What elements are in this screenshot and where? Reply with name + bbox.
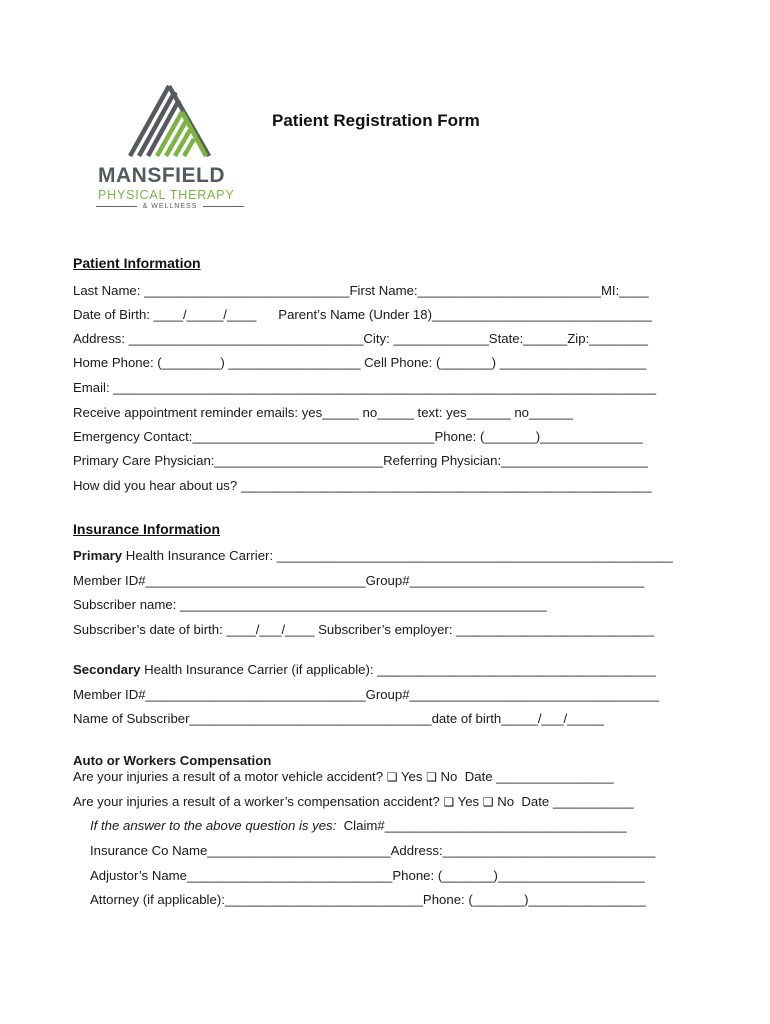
field-line-emergency[interactable]: Emergency Contact:_________________________________Phone: (_______)______________ xyxy=(73,429,643,444)
field-line-primary-carrier[interactable] xyxy=(73,548,673,563)
logo-mark-icon xyxy=(96,84,246,164)
option-motor-no-date[interactable]: No Date ________________ xyxy=(436,769,614,784)
field-line-secondary-subscriber[interactable]: Name of Subscriber_________________________________date of birth_____/___/_____ xyxy=(73,711,604,726)
question-motor-vehicle xyxy=(73,769,614,784)
section-patient-heading: Patient Information xyxy=(73,255,201,271)
field-line-adjustor[interactable]: Adjustor’s Name____________________________Phone: (_______)____________________ xyxy=(90,868,645,883)
primary-carrier-text: Health Insurance Carrier: ______________________________________________________ xyxy=(122,548,673,563)
field-line-physician[interactable]: Primary Care Physician:_______________________Referring Physician:____________________ xyxy=(73,453,648,468)
logo-rule-right xyxy=(203,206,244,207)
field-line-claim[interactable] xyxy=(90,818,627,833)
option-workers-yes: Yes xyxy=(454,794,483,809)
logo-rule-left xyxy=(96,206,137,207)
checkbox-workers-no-icon[interactable]: ❑ xyxy=(482,795,494,809)
checkbox-motor-no-icon[interactable]: ❑ xyxy=(426,770,437,784)
field-line-address[interactable]: Address: ________________________________City: _____________State:______Zip:________ xyxy=(73,331,648,346)
question-motor-text: Are your injuries a result of a motor vehicle accident? xyxy=(73,769,387,784)
field-line-subscriber-name[interactable]: Subscriber name: __________________________________________________ xyxy=(73,597,547,612)
secondary-carrier-text: Health Insurance Carrier (if applicable): ______________________________________ xyxy=(140,662,656,677)
field-line-referral[interactable]: How did you hear about us? ________________________________________________________ xyxy=(73,478,652,493)
field-line-secondary-carrier[interactable] xyxy=(73,662,656,677)
logo-wellness-text: & WELLNESS xyxy=(142,203,198,210)
field-line-primary-member[interactable]: Member ID#______________________________Group#________________________________ xyxy=(73,573,645,588)
logo-name: MANSFIELD xyxy=(98,164,225,187)
section-insurance-heading: Insurance Information xyxy=(73,521,221,537)
question-workers-text: Are your injuries a result of a worker’s compensation accident? xyxy=(73,794,444,809)
field-line-email[interactable]: Email: __________________________________________________________________________ xyxy=(73,380,657,395)
option-motor-yes: Yes xyxy=(397,769,427,784)
logo-wellness xyxy=(96,203,244,210)
question-workers-comp xyxy=(73,794,634,809)
claim-instruction: If the answer to the above question is yes: xyxy=(90,818,337,833)
field-line-name[interactable]: Last Name: ____________________________First Name:_________________________MI:____ xyxy=(73,283,649,298)
secondary-label: Secondary xyxy=(73,662,141,677)
field-line-secondary-member[interactable]: Member ID#______________________________Group#__________________________________ xyxy=(73,687,659,702)
field-line-dob[interactable]: Date of Birth: ____/_____/____ Parent’s Name (Under 18)______________________________ xyxy=(73,307,652,322)
logo xyxy=(96,84,246,214)
claim-field: Claim#_________________________________ xyxy=(336,818,627,833)
checkbox-workers-yes-icon[interactable]: ❑ xyxy=(443,795,455,809)
option-workers-no-date[interactable]: No Date ___________ xyxy=(493,794,634,809)
field-line-insurance-co[interactable]: Insurance Co Name_________________________Address:_____________________________ xyxy=(90,843,656,858)
field-line-reminders[interactable]: Receive appointment reminder emails: yes_____ no_____ text: yes______ no______ xyxy=(73,405,573,420)
checkbox-motor-yes-icon[interactable]: ❑ xyxy=(386,770,398,784)
field-line-attorney[interactable]: Attorney (if applicable):___________________________Phone: (_______)________________ xyxy=(90,892,646,907)
field-line-subscriber-dob[interactable]: Subscriber’s date of birth: ____/___/____ Subscriber’s employer: ___________________________ xyxy=(73,622,655,637)
page-title: Patient Registration Form xyxy=(272,111,480,130)
primary-label: Primary xyxy=(73,548,123,563)
field-line-phone[interactable]: Home Phone: (________) __________________ Cell Phone: (_______) ____________________ xyxy=(73,355,647,370)
logo-subtitle: PHYSICAL THERAPY xyxy=(98,188,235,202)
section-auto-heading: Auto or Workers Compensation xyxy=(73,753,272,768)
